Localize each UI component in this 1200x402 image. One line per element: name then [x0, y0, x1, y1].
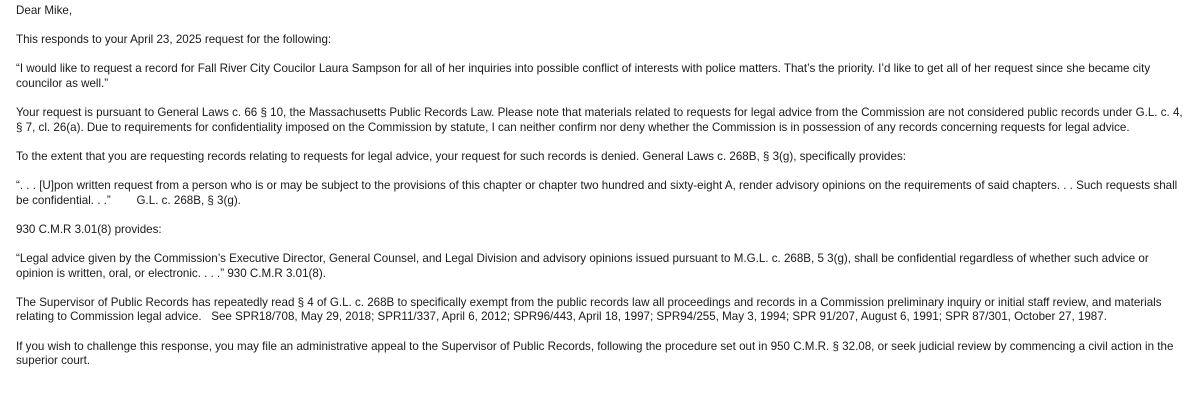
paragraph-cmr-intro: 930 C.M.R 3.01(8) provides:: [16, 222, 162, 236]
paragraph-appeal-rights: If you wish to challenge this response, you may file an administrative appeal to the Supervisor of Public Records, following the procedure set out in 950 C.M.R. § 32.08, or seek judicial review by commencing a civil action in the superior court.: [16, 339, 1177, 368]
salutation: Dear Mike,: [16, 4, 73, 17]
paragraph-statute-quote: “. . . [U]pon written request from a person who is or may be subject to the provisions of this chapter or chapter two hundred and sixty-eight A, render advisory opinions on the requirements of said chapters. . . Such requests shall be confidential. . .” G.L. c. 268B, § 3(g).: [16, 179, 1181, 207]
paragraph-request-intro: This responds to your April 23, 2025 request for the following:: [16, 33, 332, 47]
paragraph-denial: To the extent that you are requesting records relating to requests for legal advice, your request for such records is denied. General Laws c. 268B, § 3(g), specifically provides:: [16, 149, 906, 163]
paragraph-cmr-quote: “Legal advice given by the Commission’s Executive Director, General Counsel, and Legal Division and advisory opinions issued pursuant to M.G.L. c. 268B, 5 3(g), shall be confidential regardless of whether such advice or opinion is written, oral, or electronic. . . .” 930 C.M.R 3.01(8).: [16, 252, 1152, 280]
paragraph-quoted-request: “I would like to request a record for Fall River City Coucilor Laura Sampson for all of her inquiries into possible conflict of interests with police matters. That’s the priority. I’d like to get all of her request since she became city councilor as well.”: [16, 62, 1154, 90]
paragraph-public-records-law: Your request is pursuant to General Laws c. 66 § 10, the Massachusetts Public Records Law. Please note that materials related to requests for legal advice from the Commission are not considered public records under G.L. c. 4, § 7, cl. 26(a). Due to requirements for confidentiality imposed on the Commission by statute, I can neither confirm nor deny whether the Commission is in possession of any records concerning requests for legal advice.: [16, 106, 1186, 134]
paragraph-supervisor-precedents: The Supervisor of Public Records has repeatedly read § 4 of G.L. c. 268B to specifically exempt from the public records law all proceedings and records in a Commission preliminary inquiry or initial staff review, and materials relating to Commission legal advice. See SPR18/708, May 29, 2018; SPR11/337, April 6, 2012; SPR96/443, April 18, 1997; SPR94/255, May 3, 1994; SPR 91/207, August 6, 1991; SPR 87/301, October 27, 1987.: [16, 295, 1165, 324]
